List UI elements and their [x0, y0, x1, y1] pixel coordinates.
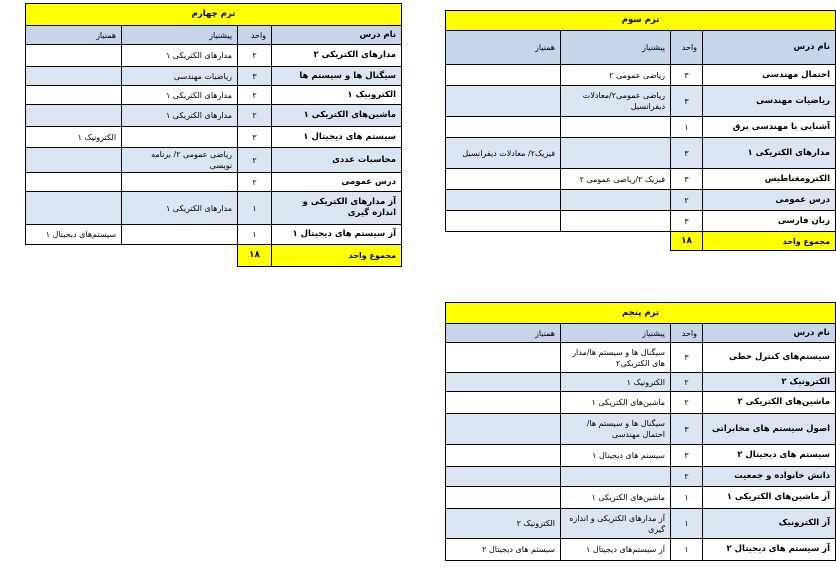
course-unit: ۱ [671, 117, 703, 138]
course-unit: ۳ [671, 169, 703, 190]
course-unit: ۳ [671, 138, 703, 169]
course-prereq [561, 467, 671, 487]
term3-header-unit: واحد [671, 31, 703, 65]
course-coreq [446, 65, 561, 86]
table-row [446, 190, 836, 211]
table-row [26, 148, 402, 173]
course-coreq [446, 86, 561, 117]
term3-header-prereq: پیشنیاز [561, 31, 671, 65]
course-prereq: مدارهای الکتریکی ۱ [122, 192, 238, 225]
course-prereq: مدارهای الکتریکی ۱ [122, 105, 238, 127]
term5-header-unit: واحد [671, 324, 703, 343]
term4-title: ترم چهارم [26, 4, 402, 26]
course-prereq [561, 211, 671, 232]
course-name: آز سیستم های دیجیتال ۲ [703, 539, 836, 561]
term5-header-coreq: همنیاز [446, 324, 561, 343]
table-row [446, 211, 836, 232]
course-unit: ۱ [671, 487, 703, 509]
course-coreq [446, 414, 561, 445]
term5-table-wrap [445, 302, 835, 561]
course-name: ماشین‌های الکتریکی ۲ [703, 392, 836, 414]
course-coreq [446, 169, 561, 190]
course-prereq [561, 190, 671, 211]
course-unit: ۲ [238, 148, 272, 173]
table-row [446, 117, 836, 138]
course-prereq [561, 117, 671, 138]
term3-table-wrap [445, 10, 835, 251]
course-prereq: سیگنال ها و سیستم ها/ احتمال مهندسی [561, 414, 671, 445]
term3-title: ترم سوم [446, 11, 836, 31]
course-name: سیستم های دیجیتال ۲ [703, 445, 836, 467]
term3-total-value: ۱۸ [671, 232, 703, 251]
course-prereq: سیگنال ها و سیستم ها/مدار های الکتریکی۲ [561, 343, 671, 373]
table-row [446, 65, 836, 86]
term3-total-label: مجموع واحد [703, 232, 836, 251]
table-row [26, 86, 402, 105]
course-name: اصول سیستم های مخابراتی [703, 414, 836, 445]
term4-total-value: ۱۸ [238, 245, 272, 267]
course-coreq [446, 487, 561, 509]
course-coreq [26, 105, 122, 127]
course-coreq: فیزیک۲/ معادلات دیفرانسیل [446, 138, 561, 169]
course-coreq: سیستم‌های دیجیتال ۱ [26, 225, 122, 245]
course-unit: ۳ [671, 65, 703, 86]
term4-header-unit: واحد [238, 26, 272, 45]
course-coreq: سیستم های دیجیتال ۲ [446, 539, 561, 561]
term3-header-coreq: همنیاز [446, 31, 561, 65]
course-name: سیگنال ها و سیستم ها [272, 67, 402, 86]
term5-header-prereq: پیشنیاز [561, 324, 671, 343]
course-unit: ۲ [671, 190, 703, 211]
course-unit: ۱ [238, 192, 272, 225]
course-coreq [446, 445, 561, 467]
course-name: زبان فارسی [703, 211, 836, 232]
course-name: درس عمومی [703, 190, 836, 211]
course-name: مدارهای الکتریکی ۱ [703, 138, 836, 169]
table-row [446, 169, 836, 190]
table-row [446, 373, 836, 392]
course-unit: ۱ [238, 225, 272, 245]
term4-total-label: مجموع واحد [272, 245, 402, 267]
course-name: سیستم های دیجیتال ۱ [272, 127, 402, 148]
table-row [26, 192, 402, 225]
term3-header-name: نام درس [703, 31, 836, 65]
course-name: احتمال مهندسی [703, 65, 836, 86]
table-row [26, 67, 402, 86]
course-coreq [26, 45, 122, 67]
course-coreq [446, 373, 561, 392]
course-coreq [26, 67, 122, 86]
course-unit: ۲ [238, 173, 272, 192]
term4-total-spacer [26, 245, 238, 267]
course-name: آز مدارهای الکتریکی و اندازه گیری [272, 192, 402, 225]
course-prereq [122, 173, 238, 192]
term5-title: ترم پنجم [446, 303, 836, 324]
table-row [446, 539, 836, 561]
course-prereq: آز سیستم‌های دیجیتال ۱ [561, 539, 671, 561]
table-row [446, 445, 836, 467]
course-coreq [446, 467, 561, 487]
term3-table [445, 10, 836, 251]
course-unit: ۲ [671, 467, 703, 487]
course-prereq [122, 127, 238, 148]
course-name: درس عمومی [272, 173, 402, 192]
course-name: ماشین‌های الکتریکی ۱ [272, 105, 402, 127]
course-coreq [446, 343, 561, 373]
course-unit: ۳ [671, 343, 703, 373]
course-name: دانش خانواده و جمعیت [703, 467, 836, 487]
course-unit: ۳ [671, 445, 703, 467]
course-prereq: فیزیک ۲/ریاضی عمومی ۲ [561, 169, 671, 190]
table-row [446, 509, 836, 539]
term5-header-name: نام درس [703, 324, 836, 343]
course-unit: ۲ [671, 392, 703, 414]
course-prereq: آز مدارهای الکتریکی و اندازه گیری [561, 509, 671, 539]
course-name: مدارهای الکتریکی ۲ [272, 45, 402, 67]
course-prereq: ریاضی عمومی ۲/ برنامه نویسی [122, 148, 238, 173]
course-unit: ۳ [238, 67, 272, 86]
course-coreq [446, 190, 561, 211]
table-row [26, 127, 402, 148]
course-name: الکترونیک ۱ [272, 86, 402, 105]
course-name: سیستم‌های کنترل خطی [703, 343, 836, 373]
table-row [446, 487, 836, 509]
course-name: آز الکترونیک [703, 509, 836, 539]
course-unit: ۳ [671, 86, 703, 117]
course-coreq: الکترونیک ۲ [446, 509, 561, 539]
table-row [26, 105, 402, 127]
course-prereq: مدارهای الکتریکی ۱ [122, 45, 238, 67]
course-coreq [446, 392, 561, 414]
course-prereq: سیستم های دیجیتال ۱ [561, 445, 671, 467]
course-coreq [26, 173, 122, 192]
term4-header-coreq: همنیاز [26, 26, 122, 45]
course-coreq [26, 86, 122, 105]
course-name: الکترونیک ۲ [703, 373, 836, 392]
course-prereq: ریاضی عمومی ۲ [561, 65, 671, 86]
course-unit: ۱ [671, 539, 703, 561]
course-coreq: الکترونیک ۱ [26, 127, 122, 148]
course-prereq [561, 138, 671, 169]
course-unit: ۲ [238, 45, 272, 67]
course-unit: ۳ [671, 211, 703, 232]
course-prereq: ریاضی عمومی۲/معادلات دیفرانسیل [561, 86, 671, 117]
term4-table-wrap [25, 3, 401, 267]
course-prereq: مدارهای الکتریکی ۱ [122, 86, 238, 105]
course-name: آز سیستم های دیجیتال ۱ [272, 225, 402, 245]
table-row [26, 173, 402, 192]
table-row [446, 392, 836, 414]
table-row [26, 45, 402, 67]
course-prereq: الکترونیک ۱ [561, 373, 671, 392]
course-unit: ۳ [671, 414, 703, 445]
term4-header-name: نام درس [272, 26, 402, 45]
course-name: محاسبات عددی [272, 148, 402, 173]
course-unit: ۱ [671, 509, 703, 539]
course-name: آز ماشین‌های الکتریکی ۱ [703, 487, 836, 509]
course-prereq: ماشین‌های الکتریکی ۱ [561, 487, 671, 509]
course-prereq: ریاضیات مهندسی [122, 67, 238, 86]
course-unit: ۲ [671, 373, 703, 392]
course-unit: ۳ [238, 127, 272, 148]
course-name: الکترومغناطیس [703, 169, 836, 190]
course-coreq [446, 117, 561, 138]
course-name: آشنایی با مهندسی برق [703, 117, 836, 138]
course-coreq [26, 148, 122, 173]
term3-total-spacer [446, 232, 671, 251]
table-row [26, 225, 402, 245]
course-unit: ۲ [238, 86, 272, 105]
course-coreq [446, 211, 561, 232]
term4-header-prereq: پیشنیاز [122, 26, 238, 45]
course-unit: ۲ [238, 105, 272, 127]
course-name: ریاضیات مهندسی [703, 86, 836, 117]
table-row [446, 138, 836, 169]
table-row [446, 86, 836, 117]
table-row [446, 414, 836, 445]
course-coreq [26, 192, 122, 225]
table-row [446, 467, 836, 487]
term5-table [445, 302, 836, 561]
term4-table [25, 3, 402, 267]
course-prereq: ماشین‌های الکتریکی ۱ [561, 392, 671, 414]
course-prereq [122, 225, 238, 245]
table-row [446, 343, 836, 373]
